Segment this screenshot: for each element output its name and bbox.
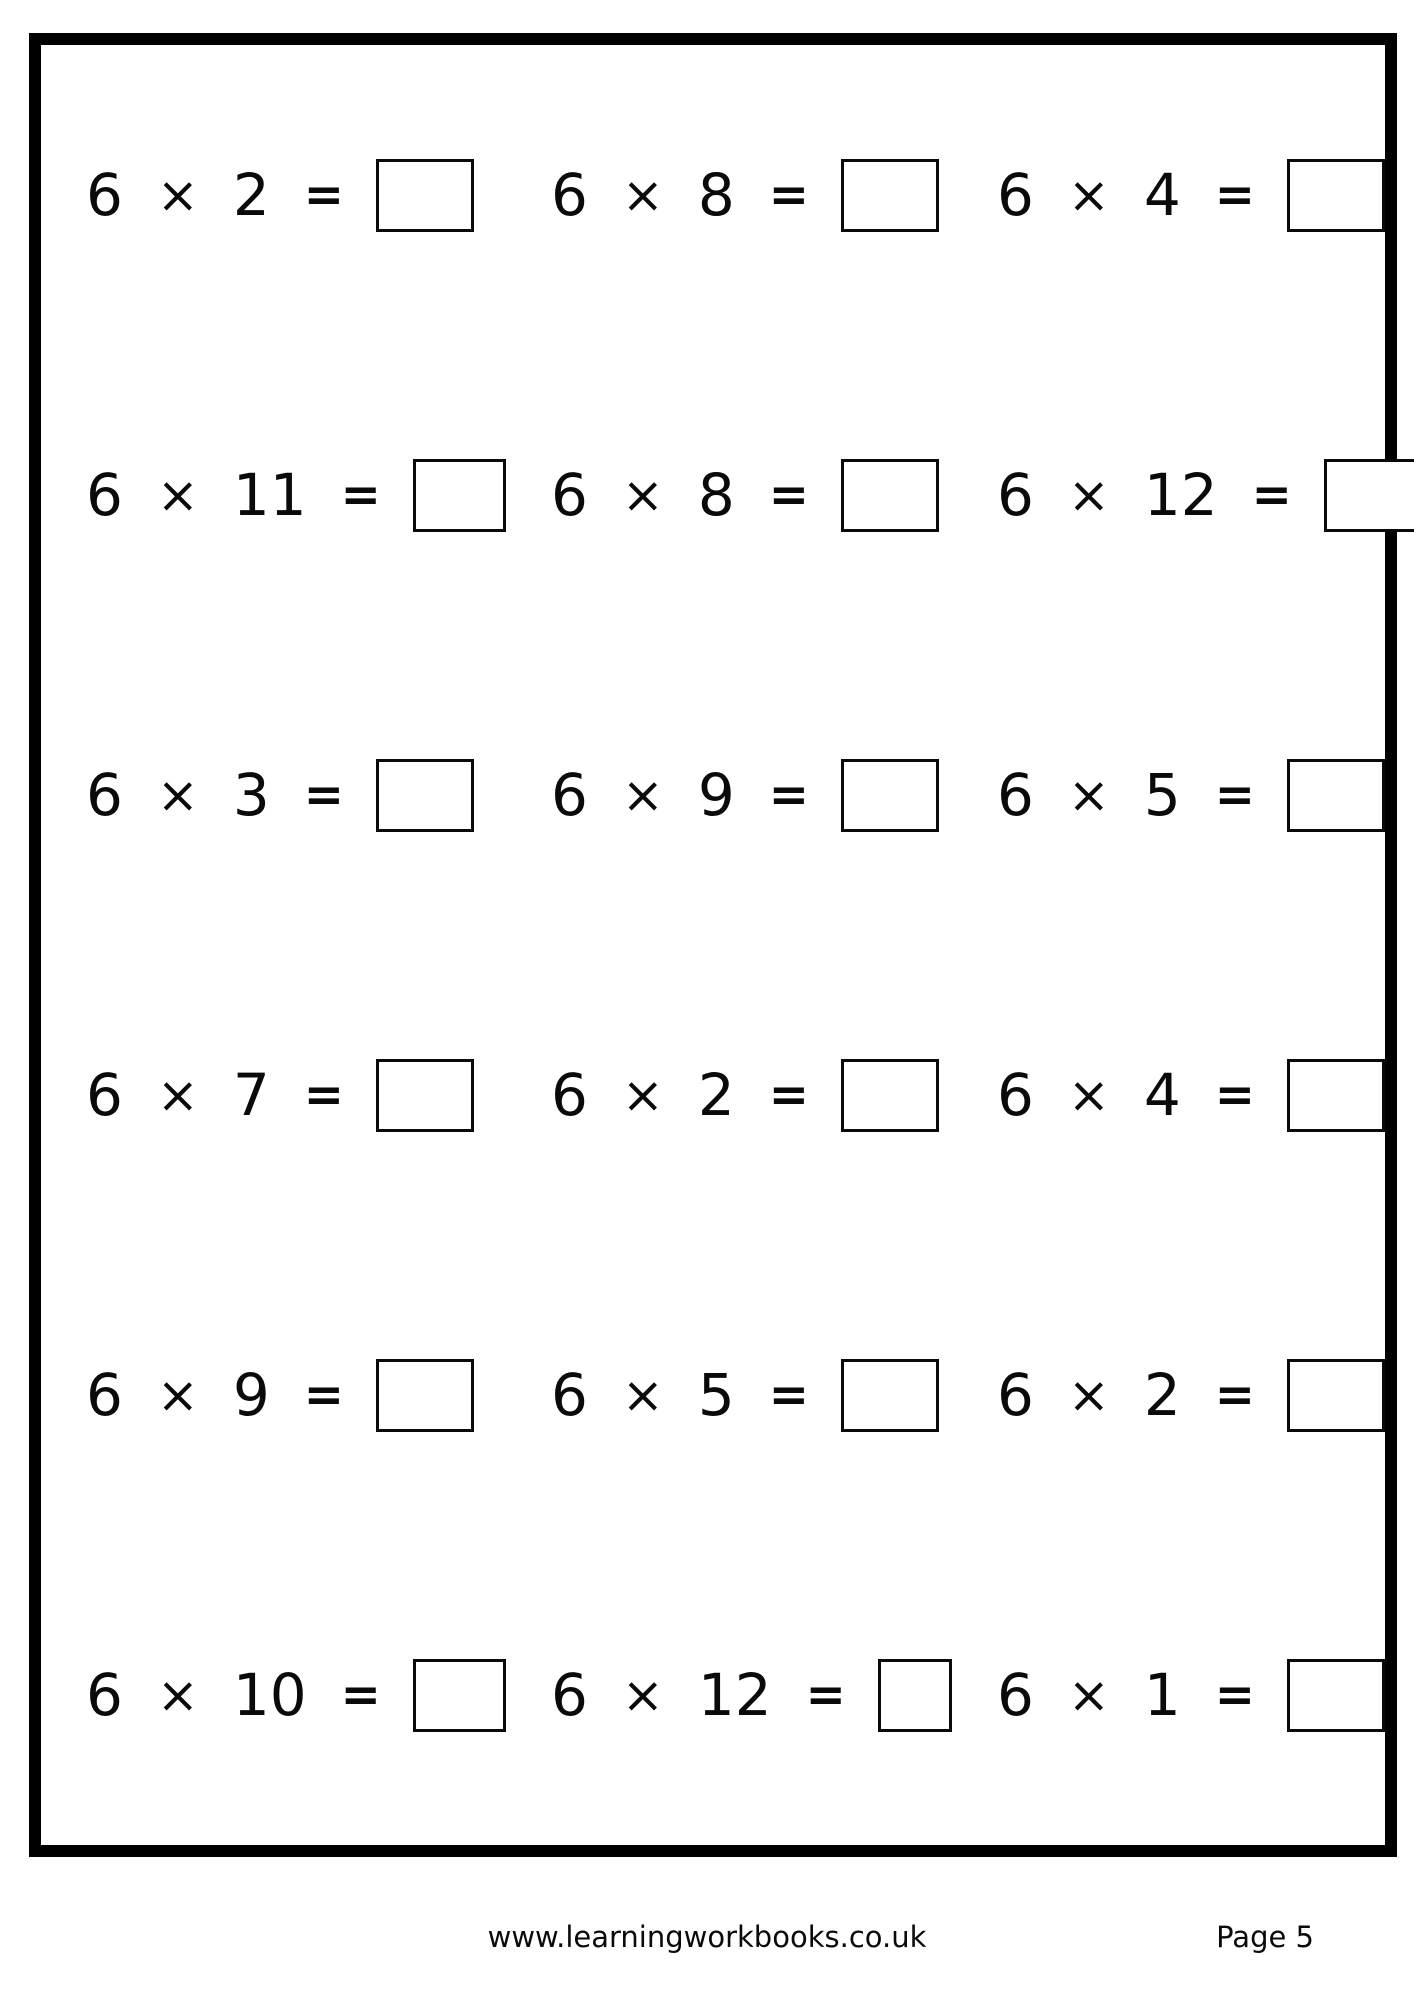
- times-sign: ×: [1067, 166, 1110, 224]
- times-sign: ×: [1067, 1066, 1110, 1124]
- times-sign: ×: [156, 466, 199, 524]
- factor-b: 12: [697, 1661, 772, 1729]
- equals-sign: =: [768, 767, 809, 823]
- page-number: Page 5: [1216, 1920, 1314, 1954]
- factor-a: 6: [86, 461, 123, 529]
- factor-b: 8: [697, 161, 735, 229]
- equals-sign: =: [1214, 1667, 1255, 1723]
- times-sign: ×: [621, 1366, 664, 1424]
- equals-sign: =: [303, 767, 344, 823]
- factor-a: 6: [86, 1361, 123, 1429]
- problem-item: [506, 45, 952, 345]
- problem-item: [506, 945, 952, 1245]
- times-sign: ×: [1067, 766, 1110, 824]
- answer-box[interactable]: [413, 1659, 506, 1732]
- factor-b: 5: [697, 1361, 735, 1429]
- problem-item: [952, 945, 1414, 1245]
- answer-box[interactable]: [1287, 1359, 1385, 1432]
- problem-item: [952, 645, 1414, 945]
- times-sign: ×: [621, 766, 664, 824]
- times-sign: ×: [156, 1366, 199, 1424]
- factor-b: 12: [1143, 461, 1218, 529]
- times-sign: ×: [156, 166, 199, 224]
- times-sign: ×: [1067, 1666, 1110, 1724]
- times-sign: ×: [621, 466, 664, 524]
- problems-grid: [41, 45, 1385, 1845]
- factor-a: 6: [551, 1361, 588, 1429]
- factor-a: 6: [86, 1061, 123, 1129]
- factor-b: 9: [232, 1361, 270, 1429]
- factor-a: 6: [86, 161, 123, 229]
- equals-sign: =: [1214, 167, 1255, 223]
- factor-a: 6: [551, 1661, 588, 1729]
- equals-sign: =: [805, 1667, 846, 1723]
- factor-a: 6: [551, 761, 588, 829]
- times-sign: ×: [621, 1666, 664, 1724]
- page-footer: [0, 1912, 1414, 1982]
- equals-sign: =: [768, 167, 809, 223]
- equals-sign: =: [340, 467, 381, 523]
- factor-a: 6: [86, 1661, 123, 1729]
- times-sign: ×: [1067, 466, 1110, 524]
- problem-item: [952, 1545, 1414, 1845]
- answer-box[interactable]: [1324, 459, 1414, 532]
- times-sign: ×: [621, 1066, 664, 1124]
- factor-b: 5: [1143, 761, 1181, 829]
- problem-item: [506, 345, 952, 645]
- problem-item: [41, 645, 506, 945]
- equals-sign: =: [340, 1667, 381, 1723]
- factor-a: 6: [551, 161, 588, 229]
- factor-a: 6: [997, 761, 1034, 829]
- equals-sign: =: [1251, 467, 1292, 523]
- problem-item: [41, 1545, 506, 1845]
- answer-box[interactable]: [1287, 759, 1385, 832]
- problem-item: [506, 1245, 952, 1545]
- problem-item: [506, 1545, 952, 1845]
- problem-item: [41, 945, 506, 1245]
- equals-sign: =: [768, 1067, 809, 1123]
- factor-a: 6: [86, 761, 123, 829]
- factor-b: 4: [1143, 1061, 1181, 1129]
- equals-sign: =: [1214, 767, 1255, 823]
- answer-box[interactable]: [841, 759, 939, 832]
- answer-box[interactable]: [878, 1659, 952, 1732]
- answer-box[interactable]: [376, 159, 474, 232]
- answer-box[interactable]: [413, 459, 506, 532]
- times-sign: ×: [156, 1066, 199, 1124]
- factor-a: 6: [997, 1361, 1034, 1429]
- factor-b: 9: [697, 761, 735, 829]
- times-sign: ×: [156, 1666, 199, 1724]
- factor-b: 8: [697, 461, 735, 529]
- problem-item: [41, 45, 506, 345]
- equals-sign: =: [303, 1367, 344, 1423]
- factor-b: 3: [232, 761, 270, 829]
- equals-sign: =: [303, 167, 344, 223]
- factor-b: 2: [232, 161, 270, 229]
- factor-b: 10: [232, 1661, 307, 1729]
- answer-box[interactable]: [1287, 1659, 1385, 1732]
- answer-box[interactable]: [1287, 1059, 1385, 1132]
- answer-box[interactable]: [1287, 159, 1385, 232]
- factor-b: 1: [1143, 1661, 1181, 1729]
- factor-a: 6: [551, 1061, 588, 1129]
- factor-a: 6: [997, 1661, 1034, 1729]
- equals-sign: =: [768, 467, 809, 523]
- answer-box[interactable]: [841, 1059, 939, 1132]
- problem-item: [41, 345, 506, 645]
- equals-sign: =: [1214, 1367, 1255, 1423]
- factor-b: 2: [1143, 1361, 1181, 1429]
- answer-box[interactable]: [376, 1059, 474, 1132]
- factor-a: 6: [997, 461, 1034, 529]
- times-sign: ×: [1067, 1366, 1110, 1424]
- equals-sign: =: [303, 1067, 344, 1123]
- factor-a: 6: [997, 1061, 1034, 1129]
- factor-a: 6: [551, 461, 588, 529]
- factor-a: 6: [997, 161, 1034, 229]
- answer-box[interactable]: [376, 1359, 474, 1432]
- answer-box[interactable]: [841, 1359, 939, 1432]
- factor-b: 4: [1143, 161, 1181, 229]
- problem-item: [952, 1245, 1414, 1545]
- equals-sign: =: [1214, 1067, 1255, 1123]
- problem-item: [952, 45, 1414, 345]
- times-sign: ×: [621, 166, 664, 224]
- factor-b: 7: [232, 1061, 270, 1129]
- equals-sign: =: [768, 1367, 809, 1423]
- factor-b: 2: [697, 1061, 735, 1129]
- answer-box[interactable]: [376, 759, 474, 832]
- problem-item: [952, 345, 1414, 645]
- answer-box[interactable]: [841, 459, 939, 532]
- factor-b: 11: [232, 461, 307, 529]
- website-url: www.learningworkbooks.co.uk: [487, 1920, 927, 1954]
- times-sign: ×: [156, 766, 199, 824]
- problem-item: [506, 645, 952, 945]
- answer-box[interactable]: [841, 159, 939, 232]
- problem-item: [41, 1245, 506, 1545]
